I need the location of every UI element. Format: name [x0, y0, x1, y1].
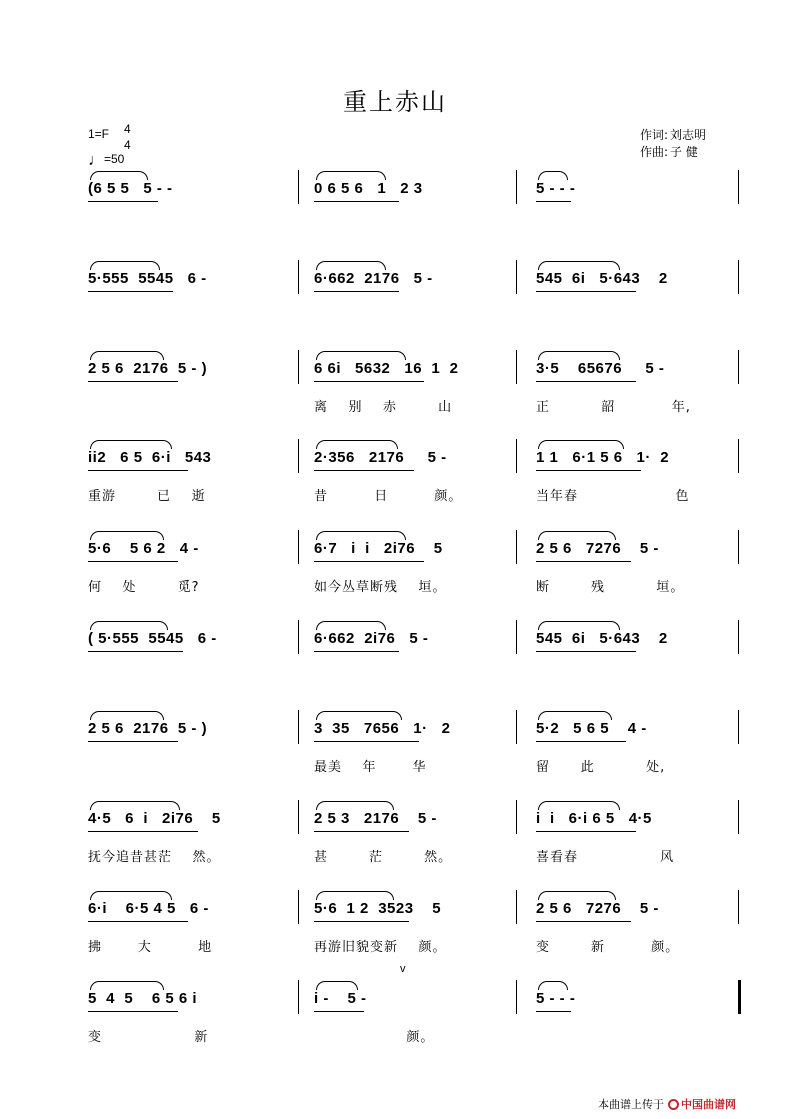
beam-underline [88, 201, 158, 202]
slur-mark [90, 981, 164, 990]
beam-underline [314, 831, 409, 832]
measure-notes: 4·5 6 i 2i76 5 [88, 810, 221, 827]
measure-lyrics: 昔 日 颜。 [314, 489, 463, 504]
credits [638, 127, 706, 161]
beam-underline [88, 651, 183, 652]
beam-underline [536, 470, 641, 471]
barline [738, 170, 739, 204]
measure-notes: 5·6 5 6 2 4 - [88, 540, 199, 557]
barline [738, 980, 741, 1014]
slur-mark [538, 440, 624, 449]
barline [516, 620, 517, 654]
beam-underline [314, 1011, 364, 1012]
measure-notes: 2 5 6 7276 5 - [536, 540, 659, 557]
barline [298, 710, 299, 744]
measure-lyrics: 颜。 [314, 1030, 435, 1045]
site-logo [668, 1096, 736, 1112]
measure-notes: 2·356 2176 5 - [314, 449, 447, 466]
measure-lyrics: 留 此 处, [536, 760, 666, 775]
measure-notes: 1 1 6·1 5 6 1· 2 [536, 449, 670, 466]
beam-underline [536, 651, 636, 652]
measure-lyrics: 最美 年 华 [314, 760, 427, 775]
lyricist-name: 刘志明 [670, 128, 707, 142]
barline [298, 890, 299, 924]
measure-notes: 0 6 5 6 1 2 3 [314, 180, 423, 197]
measure-lyrics: 重游 已 逝 [88, 489, 206, 504]
measure-notes: 6·662 2i76 5 - [314, 630, 429, 647]
beam-underline [314, 741, 419, 742]
beam-underline [88, 1011, 178, 1012]
tempo-value: =50 [104, 152, 125, 166]
barline [298, 530, 299, 564]
measure-notes: 3·5 65676 5 - [536, 360, 665, 377]
slur-mark [538, 891, 616, 900]
measure-notes: 5·555 5545 6 - [88, 270, 207, 287]
barline [516, 439, 517, 473]
time-signature-bottom: 4 [124, 138, 131, 152]
song-title: 重上赤山 [343, 88, 447, 116]
logo-text: 中国曲谱网 [681, 1098, 736, 1111]
slur-mark [538, 171, 568, 180]
logo-ring-icon [668, 1099, 679, 1110]
beam-underline [314, 381, 424, 382]
measure-notes: 2 5 3 2176 5 - [314, 810, 437, 827]
slur-mark [316, 981, 358, 990]
measure-notes: 2 5 6 7276 5 - [536, 900, 659, 917]
slur-mark [90, 261, 160, 270]
tempo-marking [88, 152, 124, 170]
beam-underline [314, 921, 409, 922]
time-signature [124, 121, 131, 153]
measure-lyrics: 断 残 垣。 [536, 580, 685, 595]
barline [516, 350, 517, 384]
slur-mark [90, 711, 164, 720]
beam-underline [88, 741, 178, 742]
beam-underline [536, 831, 636, 832]
measure-notes: i i 6·i 6 5 4·5 [536, 810, 652, 827]
key-signature: 1=F [88, 127, 110, 141]
barline [516, 710, 517, 744]
lyricist-line [638, 127, 706, 144]
measure-lyrics: 何 处 觅? [88, 580, 200, 595]
measure-lyrics: 正 韶 年, [536, 400, 691, 415]
barline [738, 890, 739, 924]
measure-notes: 545 6i 5·643 2 [536, 270, 668, 287]
barline [738, 530, 739, 564]
footer-text: 本曲谱上传于 [598, 1098, 664, 1111]
beam-underline [536, 561, 631, 562]
slur-mark [316, 531, 406, 540]
composer-name: 子 健 [670, 145, 698, 159]
quarter-note-icon: ♩ [88, 152, 104, 169]
measure-notes: 5 4 5 6 5 6 i [88, 990, 198, 1007]
measure-lyrics: 变 新 颜。 [536, 940, 680, 955]
beam-underline [88, 831, 198, 832]
slur-mark [90, 531, 164, 540]
beam-underline [536, 381, 636, 382]
measure-notes: 545 6i 5·643 2 [536, 630, 668, 647]
measure-lyrics: 当年春 色 [536, 489, 690, 504]
measure-notes: ii2 6 5 6·i 543 [88, 449, 212, 466]
beam-underline [88, 470, 188, 471]
measure-notes: 6·662 2176 5 - [314, 270, 433, 287]
measure-notes: 5 - - - [536, 180, 576, 197]
beam-underline [314, 470, 414, 471]
beam-underline [314, 651, 399, 652]
measure-lyrics: 变 新 [88, 1030, 209, 1045]
barline [516, 530, 517, 564]
barline [738, 710, 739, 744]
slur-mark [90, 171, 148, 180]
slur-mark [538, 981, 568, 990]
breath-mark: v [400, 963, 406, 975]
barline [298, 800, 299, 834]
barline [738, 800, 739, 834]
slur-mark [316, 711, 402, 720]
barline [738, 439, 739, 473]
beam-underline [314, 201, 399, 202]
measure-lyrics: 甚 茫 然。 [314, 850, 453, 865]
slur-mark [90, 801, 180, 810]
measure-notes: 3 35 7656 1· 2 [314, 720, 451, 737]
slur-mark [316, 351, 406, 360]
barline [298, 170, 299, 204]
measure-lyrics: 如今丛草断残 垣。 [314, 580, 447, 595]
barline [298, 980, 299, 1014]
barline [738, 620, 739, 654]
measure-notes: ( 5·555 5545 6 - [88, 630, 217, 647]
slur-mark [316, 801, 394, 810]
composer-line [638, 144, 706, 161]
beam-underline [536, 741, 626, 742]
measure-lyrics: 拂 大 地 [88, 940, 213, 955]
measure-notes: 5·2 5 6 5 4 - [536, 720, 647, 737]
measure-notes: 5·6 1 2 3523 5 [314, 900, 442, 917]
beam-underline [314, 561, 424, 562]
composer-label: 作曲: [640, 145, 669, 159]
beam-underline [88, 561, 178, 562]
measure-notes: 6·i 6·5 4 5 6 - [88, 900, 209, 917]
measure-notes: 6 6i 5632 16 1 2 [314, 360, 459, 377]
measure-lyrics: 喜看春 风 [536, 850, 675, 865]
measure-notes: 6·7 i i 2i76 5 [314, 540, 443, 557]
beam-underline [88, 291, 173, 292]
barline [738, 350, 739, 384]
measure-lyrics: 离 别 赤 山 [314, 400, 453, 415]
slur-mark [316, 621, 386, 630]
slur-mark [90, 351, 164, 360]
beam-underline [536, 201, 571, 202]
slur-mark [316, 171, 386, 180]
barline [298, 620, 299, 654]
measure-notes: i - 5 - [314, 990, 367, 1007]
slur-mark [90, 621, 168, 630]
barline [298, 439, 299, 473]
slur-mark [538, 531, 616, 540]
barline [516, 260, 517, 294]
slur-mark [538, 711, 612, 720]
measure-notes: 5 - - - [536, 990, 576, 1007]
measure-lyrics: 再游旧貌变新 颜。 [314, 940, 447, 955]
beam-underline [536, 291, 636, 292]
barline [298, 260, 299, 294]
footer [598, 1096, 736, 1112]
slur-mark [90, 891, 172, 900]
barline [516, 890, 517, 924]
time-signature-top: 4 [124, 122, 131, 136]
beam-underline [88, 381, 178, 382]
slur-mark [538, 261, 620, 270]
slur-mark [538, 351, 620, 360]
barline [516, 980, 517, 1014]
barline [516, 800, 517, 834]
slur-mark [538, 621, 620, 630]
slur-mark [538, 801, 620, 810]
slur-mark [90, 440, 172, 449]
measure-notes: 2 5 6 2176 5 - ) [88, 720, 208, 737]
barline [516, 170, 517, 204]
slur-mark [316, 261, 386, 270]
beam-underline [536, 921, 631, 922]
barline [738, 260, 739, 294]
slur-mark [316, 891, 394, 900]
beam-underline [88, 921, 188, 922]
barline [298, 350, 299, 384]
beam-underline [314, 291, 399, 292]
beam-underline [536, 1011, 571, 1012]
lyricist-label: 作词: [640, 128, 669, 142]
measure-lyrics: 抚今追昔甚茫 然。 [88, 850, 221, 865]
measure-notes: 2 5 6 2176 5 - ) [88, 360, 208, 377]
measure-notes: (6 5 5 5 - - [88, 180, 173, 197]
slur-mark [316, 440, 398, 449]
